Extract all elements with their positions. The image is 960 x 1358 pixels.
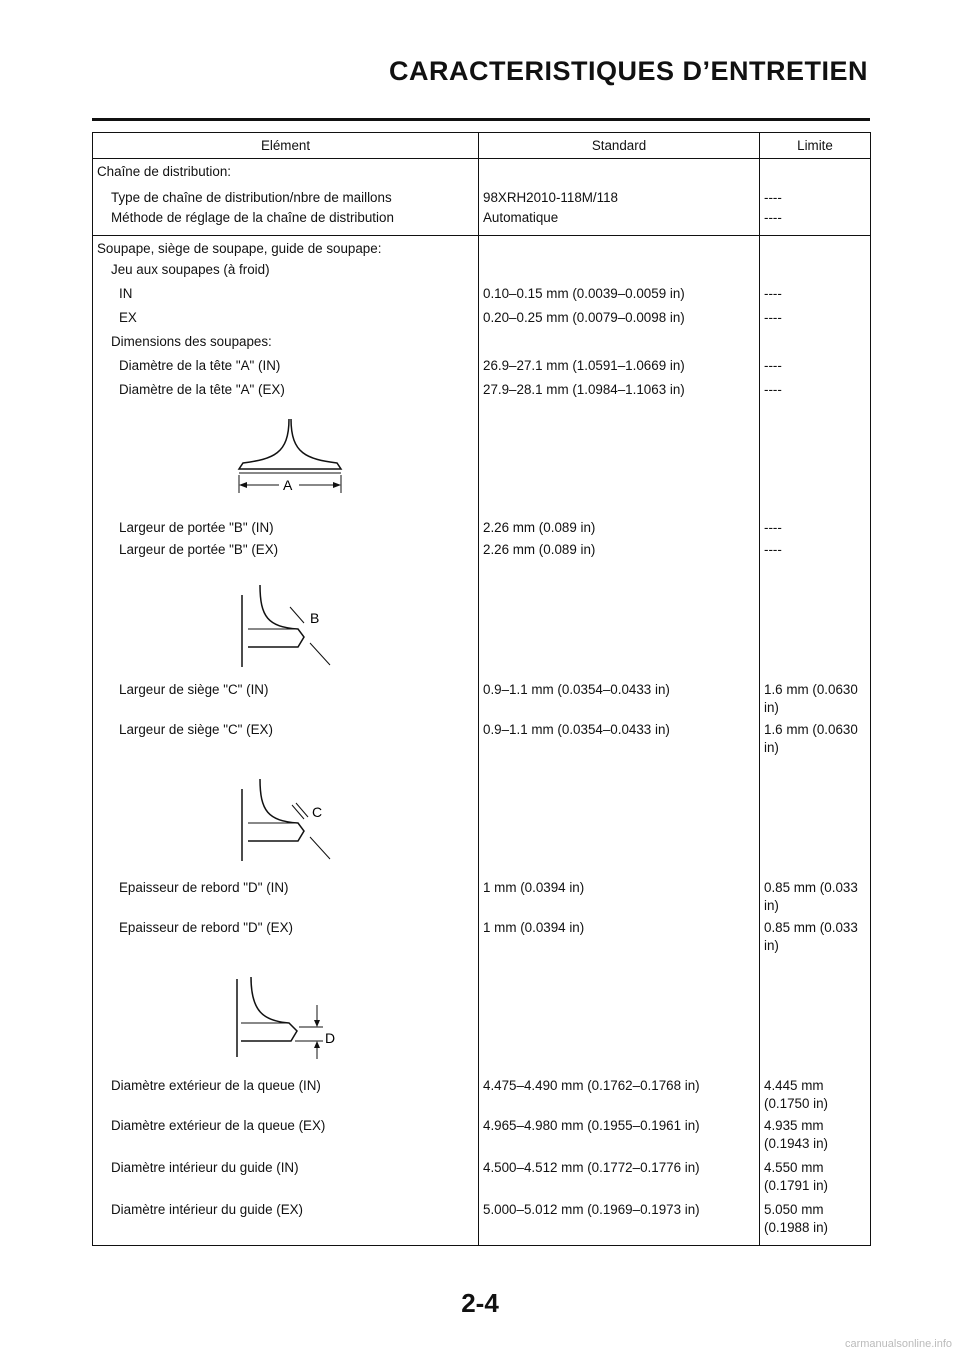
cell-element: Largeur de portée "B" (EX) [93,539,479,563]
cell-element: Diamètre de la tête "A" (EX) [93,379,479,403]
table-row [93,539,871,563]
cell-standard: 27.9–28.1 mm (1.0984–1.1063 in) [479,379,760,403]
cell-standard: 4.475–4.490 mm (0.1762–0.1768 in) [479,1073,760,1115]
table-row [93,719,871,761]
cell-standard: 0.10–0.15 mm (0.0039–0.0059 in) [479,283,760,307]
cell-limit: 4.550 mm (0.1791 in) [760,1157,871,1199]
cell-element: EX [93,307,479,331]
figure-label-a: A [283,477,293,493]
table-row [93,235,871,259]
cell-limit: 4.445 mm (0.1750 in) [760,1073,871,1115]
cell-element: Largeur de portée "B" (IN) [93,515,479,539]
header-element: Elément [93,133,479,159]
cell-limit: 1.6 mm (0.0630 in) [760,677,871,719]
cell-limit: ---- [760,207,871,235]
table-row [93,355,871,379]
cell-standard: 98XRH2010-118M/118 [479,183,760,207]
cell-element: Méthode de réglage de la chaîne de distribution [93,207,479,235]
cell-element: Largeur de siège "C" (IN) [93,677,479,719]
page-title: CARACTERISTIQUES D’ENTRETIEN [388,56,868,86]
cell-standard: 4.500–4.512 mm (0.1772–0.1776 in) [479,1157,760,1199]
valve-margin-thickness-figure [233,971,353,1071]
figure-row [93,563,871,677]
cell-limit: ---- [760,283,871,307]
cell-element: Epaisseur de rebord "D" (IN) [93,875,479,917]
table-row [93,283,871,307]
cell-limit: 5.050 mm (0.1988 in) [760,1199,871,1245]
cell-element: Diamètre intérieur du guide (IN) [93,1157,479,1199]
header-rule [92,118,870,121]
cell-limit: ---- [760,355,871,379]
table-row [93,1115,871,1157]
cell-standard: 2.26 mm (0.089 in) [479,539,760,563]
cell-element: Dimensions des soupapes: [93,331,479,355]
cell-standard: 26.9–27.1 mm (1.0591–1.0669 in) [479,355,760,379]
table-row [93,677,871,719]
cell-element: Type de chaîne de distribution/nbre de maillons [93,183,479,207]
cell-limit: 4.935 mm (0.1943 in) [760,1115,871,1157]
group-title: Soupape, siège de soupape, guide de soupape: [93,235,479,259]
table-row [93,331,871,355]
table-row [93,1199,871,1245]
table-row [93,515,871,539]
cell-element: Diamètre de la tête "A" (IN) [93,355,479,379]
table-row [93,183,871,207]
cell-standard: 0.20–0.25 mm (0.0079–0.0098 in) [479,307,760,331]
figure-label-d: D [325,1030,336,1046]
cell-limit: ---- [760,183,871,207]
table-row [93,1157,871,1199]
cell-standard: 4.965–4.980 mm (0.1955–0.1961 in) [479,1115,760,1157]
header-limit: Limite [760,133,871,159]
footer-watermark: carmanualsonline.info [844,1338,952,1350]
table-row [93,307,871,331]
cell-element: IN [93,283,479,307]
figure-row [93,959,871,1073]
table-row [93,875,871,917]
table-row [93,379,871,403]
cell-standard: Automatique [479,207,760,235]
cell-limit: 1.6 mm (0.0630 in) [760,719,871,761]
valve-face-width-figure [238,577,348,677]
figure-label-c: C [312,804,323,820]
table-row [93,1073,871,1115]
group-title: Chaîne de distribution: [93,159,479,184]
cell-element: Epaisseur de rebord "D" (EX) [93,917,479,959]
cell-element: Jeu aux soupapes (à froid) [93,259,479,283]
cell-element: Largeur de siège "C" (EX) [93,719,479,761]
table-row [93,159,871,184]
cell-limit: ---- [760,379,871,403]
cell-standard: 5.000–5.012 mm (0.1969–0.1973 in) [479,1199,760,1245]
cell-element: Diamètre extérieur de la queue (IN) [93,1073,479,1115]
cell-element: Diamètre extérieur de la queue (EX) [93,1115,479,1157]
cell-limit: ---- [760,307,871,331]
cell-standard: 0.9–1.1 mm (0.0354–0.0433 in) [479,719,760,761]
figure-row [93,403,871,515]
header-standard: Standard [479,133,760,159]
table-header-row [93,133,871,159]
cell-standard: 1 mm (0.0394 in) [479,917,760,959]
figure-row [93,761,871,875]
page-number: 2-4 [461,1288,499,1318]
table-row [93,259,871,283]
table-row [93,207,871,235]
cell-standard: 0.9–1.1 mm (0.0354–0.0433 in) [479,677,760,719]
spec-table [92,132,871,1246]
valve-seat-width-figure [238,771,348,871]
cell-standard: 2.26 mm (0.089 in) [479,515,760,539]
table-row [93,917,871,959]
cell-element: Diamètre intérieur du guide (EX) [93,1199,479,1245]
cell-limit: ---- [760,515,871,539]
valve-head-diameter-figure [233,419,353,509]
figure-label-b: B [310,610,320,626]
cell-limit: 0.85 mm (0.033 in) [760,917,871,959]
cell-limit: 0.85 mm (0.033 in) [760,875,871,917]
cell-limit: ---- [760,539,871,563]
cell-standard: 1 mm (0.0394 in) [479,875,760,917]
